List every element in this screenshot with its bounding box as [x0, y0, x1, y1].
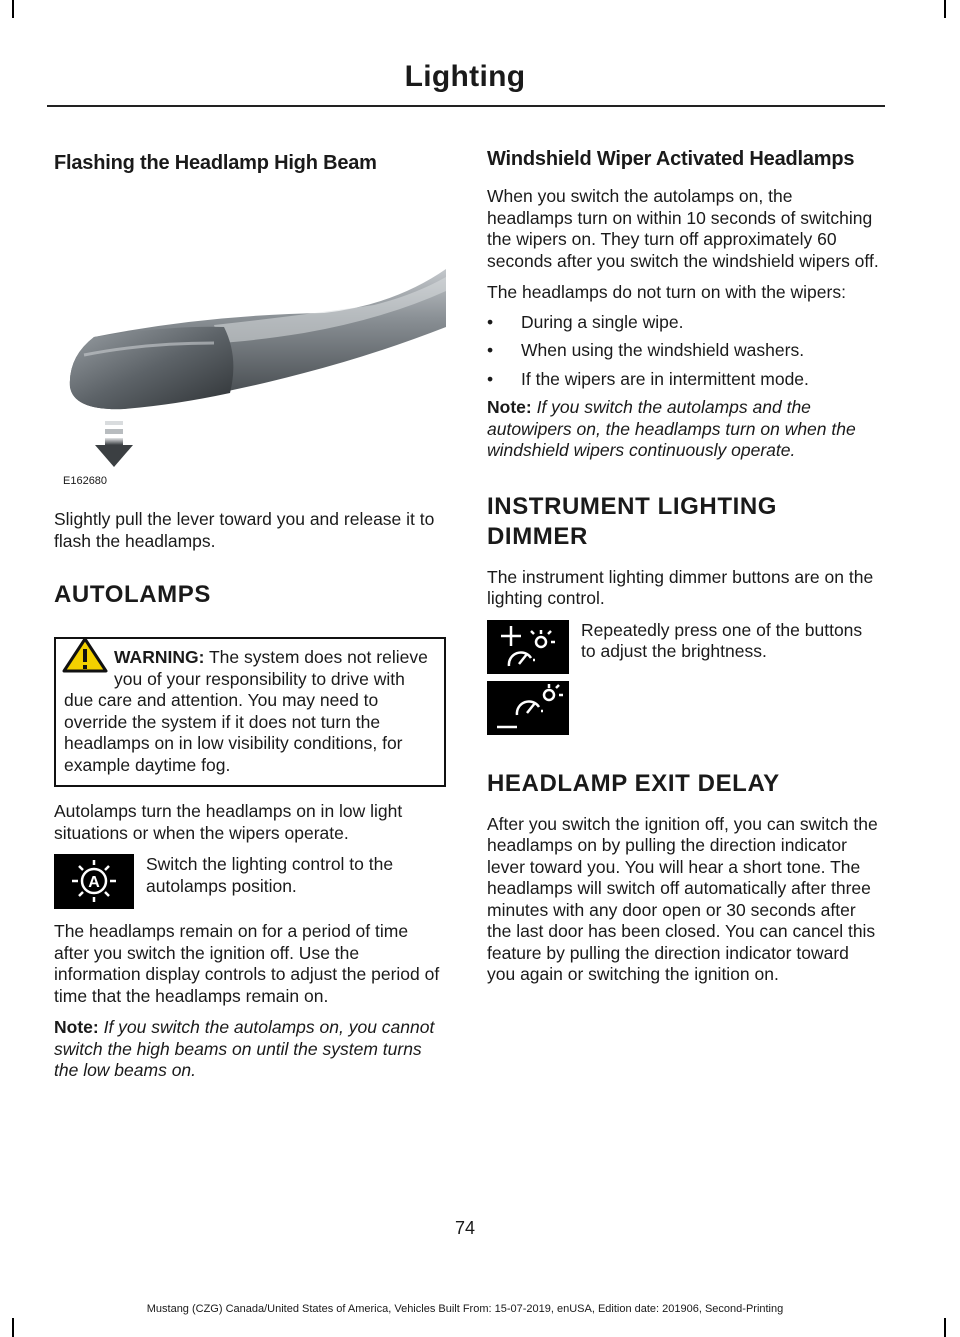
crop-mark-bottom-left	[12, 1318, 14, 1337]
warning-box	[54, 637, 446, 787]
note-label: Note:	[54, 1017, 99, 1037]
flash-description: Slightly pull the lever toward you and release it to flash the headlamps.	[54, 509, 435, 551]
note-label: Note:	[487, 397, 532, 417]
lever-illustration-icon	[54, 187, 446, 487]
exit-delay-heading: HEADLAMP EXIT DELAY	[487, 769, 780, 797]
lever-figure	[54, 187, 446, 497]
svg-text:A: A	[88, 874, 100, 891]
crop-mark-top-right	[944, 0, 946, 18]
note-text: If you switch the autolamps on, you cannot switch the high beams on until the system turns the low beams on.	[54, 1017, 435, 1080]
autolamps-icon-text: Switch the lighting control to the autolamps position.	[146, 854, 394, 896]
page-footer: Mustang (CZG) Canada/United States of America, Vehicles Built From: 15-07-2019, enUSA, Edition date: 201906, Second-Printing	[146, 1303, 784, 1315]
crop-mark-top-left	[12, 0, 14, 18]
bullet: •	[487, 311, 494, 332]
autolamp-a-icon	[54, 854, 134, 909]
wiper-description: When you switch the autolamps on, the headlamps turn on within 10 seconds of switching the wipers on. They turn off approximately 60 seconds after you switch the windshield wipers off.	[487, 186, 879, 271]
autolamps-heading: AUTOLAMPS	[54, 581, 211, 608]
remain-on-description: The headlamps remain on for a period of time after you switch the ignition off. Use the information display controls to adjust the period of time that the headlamps remain on.	[54, 921, 440, 1006]
left-column	[54, 146, 446, 1082]
warning-triangle-icon	[62, 637, 108, 673]
warning-paragraph	[64, 647, 438, 776]
page-title: Lighting	[404, 60, 526, 93]
autolamps-description: Autolamps turn the headlamps on in low light situations or when the wipers operate.	[54, 801, 403, 843]
right-column	[487, 146, 879, 986]
dimmer-icon-text: Repeatedly press one of the buttons to adjust the brightness.	[581, 619, 863, 661]
wiper-headlamps-heading: Windshield Wiper Activated Headlamps	[487, 148, 855, 170]
bullet: •	[487, 368, 494, 389]
dimmer-icon-row	[487, 620, 879, 735]
flash-high-beam-heading: Flashing the Headlamp High Beam	[54, 152, 377, 174]
header-divider	[47, 105, 885, 107]
crop-mark-bottom-right	[944, 1318, 946, 1337]
warning-label: WARNING:	[114, 647, 205, 667]
dimmer-icons	[487, 620, 569, 735]
autolamps-icon-row	[54, 854, 446, 909]
dimmer-decrease-icon	[487, 681, 569, 735]
dimmer-description: The instrument lighting dimmer buttons are on the lighting control.	[487, 566, 874, 608]
figure-code: E162680	[63, 475, 108, 487]
dimmer-heading-line-2: DIMMER	[487, 522, 588, 550]
warning-text: The system does not relieve you of your responsibility to drive with due care and attention. You may need to override the system if it does not turn the headlamps on in low visibility conditions, for example daytime fog.	[64, 647, 428, 775]
list-item: • When using the windshield washers.	[487, 340, 805, 360]
wiper-note	[487, 397, 879, 462]
autolamps-note	[54, 1017, 446, 1082]
page-number: 74	[454, 1218, 476, 1238]
exit-delay-description: After you switch the ignition off, you can switch the headlamps on by pulling the direction indicator lever toward you. You will hear a short tone. The headlamps will switch off automatically after three minutes with any door open or 30 seconds after the last door has been closed. You can cancel this feature by pulling the direction indicator toward you again or switching the ignition on.	[487, 813, 878, 984]
list-item: • If the wipers are in intermittent mode.	[487, 368, 809, 389]
wiper-bullet-list	[487, 312, 879, 391]
dimmer-heading-line-1: INSTRUMENT LIGHTING	[487, 492, 778, 520]
bullet: •	[487, 340, 494, 360]
list-item: • During a single wipe.	[487, 311, 684, 332]
note-text: If you switch the autolamps and the autowipers on, the headlamps turn on when the windshield wipers continuously operate.	[487, 397, 856, 460]
dimmer-increase-icon	[487, 620, 569, 674]
not-on-description: The headlamps do not turn on with the wipers:	[487, 282, 846, 302]
